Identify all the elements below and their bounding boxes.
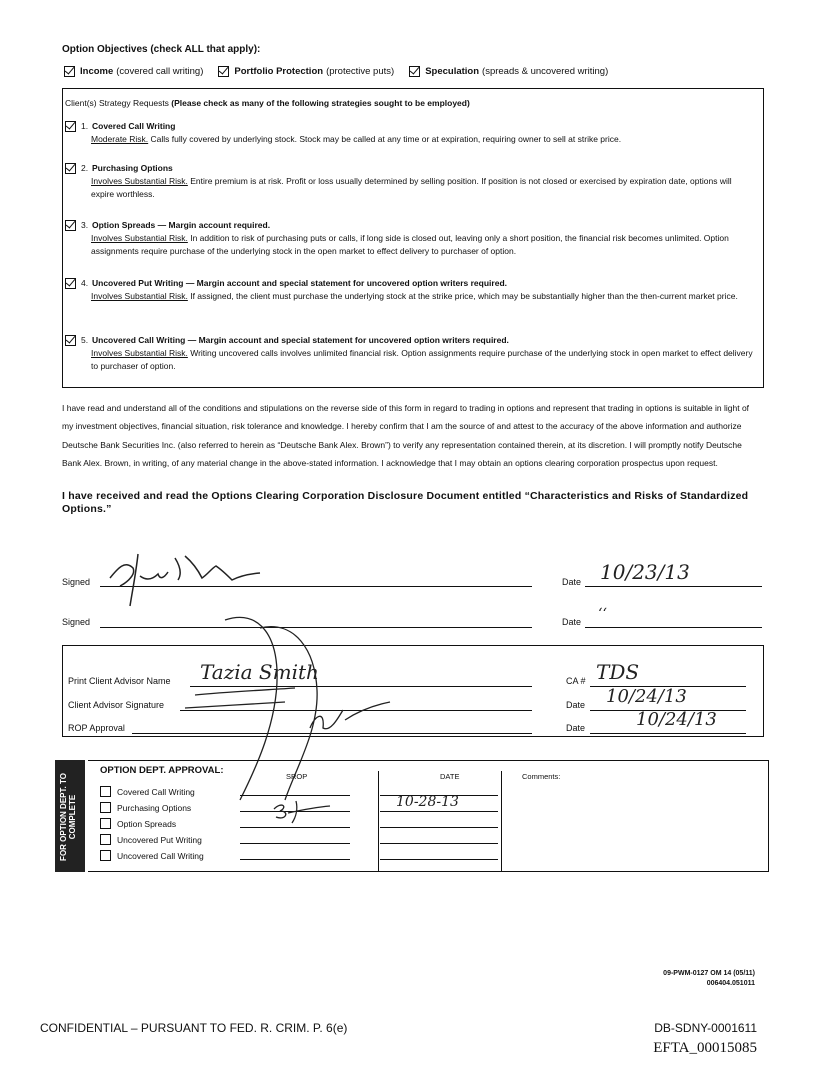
col-date: DATE xyxy=(440,772,460,781)
form-code-line-1: 09-PWM-0127 OM 14 (05/11) xyxy=(663,970,755,977)
objective-speculation-label: Speculation xyxy=(425,66,480,77)
approval-item-1[interactable] xyxy=(100,786,195,797)
approval-item-3-label: Option Spreads xyxy=(117,818,177,829)
strategy-4-desc xyxy=(91,290,755,303)
strategy-header-bold: (Please check as many of the following strategies sought to be employed) xyxy=(171,98,470,108)
strategy-2-title: Purchasing Options xyxy=(92,163,173,173)
strategy-header xyxy=(65,98,470,108)
confidential-notice: CONFIDENTIAL – PURSUANT TO FED. R. CRIM. P. 6(e) xyxy=(40,1021,348,1035)
srop-line-3[interactable] xyxy=(240,827,350,828)
advisor-signature-label: Client Advisor Signature xyxy=(68,700,165,710)
date-label-1: Date xyxy=(562,577,582,587)
advisor-date-value: 10/24/13 xyxy=(606,686,687,707)
objective-protection-label: Portfolio Protection xyxy=(234,66,324,77)
strategy-3-desc xyxy=(91,232,755,258)
objective-speculation[interactable] xyxy=(409,66,608,77)
strategy-4-risk: Involves Substantial Risk. xyxy=(91,291,188,301)
strategy-3-text: In addition to risk of purchasing puts or calls, if long side is closed out, leaving only a short position, the financial risk becomes unlimited. Option assignments require purchase of the underlying stock in the open market to effect delivery to purchaser of option. xyxy=(91,233,729,256)
ca-value: TDS xyxy=(596,660,640,684)
rop-date-line[interactable] xyxy=(590,733,746,734)
acknowledgement-text: I have read and understand all of the conditions and stipulations on the reverse side of this form in regard to trading in options and represent that trading in options is suitable in light of my investment objectives, financial situation, risk tolerance and knowledge. I hereby confirm that I am the source of and attest to the accuracy of the above information and authorize Deutsche Bank Securities Inc. (also referred to herein as “Deutsche Bank Alex. Brown”) to verify any representation contained therein, at its discretion. I will promptly notify Deutsche Bank Alex. Brown, in writing, of any material change in the above-stated information. I acknowledge that I may obtain an options clearing corporation prospectus upon request. xyxy=(62,403,750,468)
strategy-1-text: Calls fully covered by underlying stock. Stock may be called at any time or at expiration, requiring owner to sell at strike price. xyxy=(148,134,622,144)
strategy-box xyxy=(62,88,764,388)
objectives-row xyxy=(64,66,623,77)
strategy-1-risk: Moderate Risk. xyxy=(91,134,149,144)
approval-sidebar xyxy=(55,760,85,872)
occ-statement: I have received and read the Options Clearing Corporation Disclosure Document entitled “Characteristics and Risks of Standardized Options.” xyxy=(62,490,749,515)
strategy-4-num: 4. xyxy=(81,278,89,288)
approval-item-1-label: Covered Call Writing xyxy=(117,786,195,797)
rop-approval-label: ROP Approval xyxy=(68,723,125,733)
date-line-e[interactable] xyxy=(380,859,498,860)
date-line-b[interactable] xyxy=(380,811,498,812)
signed-label-2: Signed xyxy=(62,617,91,627)
objective-protection[interactable] xyxy=(218,66,394,77)
rop-date-label: Date xyxy=(566,723,586,733)
approval-item-5-label: Uncovered Call Writing xyxy=(117,850,204,861)
approval-item-5[interactable] xyxy=(100,850,204,861)
checkbox-strategy-2[interactable] xyxy=(65,163,76,174)
ca-label: CA # xyxy=(566,676,586,686)
date-line-c[interactable] xyxy=(380,827,498,828)
col-srop: SROP xyxy=(286,772,308,781)
checkbox-speculation[interactable] xyxy=(409,66,420,77)
approval-item-3[interactable] xyxy=(100,818,176,829)
objective-speculation-note: (spreads & uncovered writing) xyxy=(482,66,609,77)
date-label-2: Date xyxy=(562,617,582,627)
advisor-name-value: Tazia Smith xyxy=(200,660,319,684)
strategy-2-desc xyxy=(91,175,755,201)
form-code-line-2: 006404.051011 xyxy=(706,980,755,987)
rop-date-value: 10/24/13 xyxy=(636,709,717,730)
date-line-2[interactable] xyxy=(585,627,762,628)
client-signature xyxy=(100,548,300,608)
strategy-3-num: 3. xyxy=(81,220,89,230)
approval-item-2[interactable] xyxy=(100,802,191,813)
date-line-d[interactable] xyxy=(380,843,498,844)
checkbox-protection[interactable] xyxy=(218,66,229,77)
srop-initials xyxy=(266,797,336,825)
strategy-1 xyxy=(65,120,755,146)
srop-line-5[interactable] xyxy=(240,859,350,860)
checkbox-strategy-5[interactable] xyxy=(65,335,76,346)
strategy-4-title: Uncovered Put Writing — Margin account and special statement for uncovered option writers required. xyxy=(92,278,507,288)
strategy-4-text: If assigned, the client must purchase the underlying stock at the strike price, which may be substantially higher than the then-current market price. xyxy=(187,291,738,301)
objective-income[interactable] xyxy=(64,66,203,77)
srop-line-1[interactable] xyxy=(240,795,350,796)
bates-number: DB-SDNY-0001611 xyxy=(654,1021,757,1035)
checkbox-approval-2[interactable] xyxy=(100,802,111,813)
date-value-2: ‘‘ xyxy=(598,606,607,622)
efta-number: EFTA_00015085 xyxy=(653,1040,757,1056)
strategy-2 xyxy=(65,162,755,201)
checkbox-income[interactable] xyxy=(64,66,75,77)
strategy-5-title: Uncovered Call Writing — Margin account and special statement for uncovered option writers required. xyxy=(92,335,509,345)
checkbox-strategy-3[interactable] xyxy=(65,220,76,231)
strategy-5-desc xyxy=(91,347,755,373)
strategy-1-desc xyxy=(91,133,755,146)
strategy-5-num: 5. xyxy=(81,335,89,345)
checkbox-approval-5[interactable] xyxy=(100,850,111,861)
advisor-date-label: Date xyxy=(566,700,586,710)
strategy-3-title: Option Spreads — Margin account required. xyxy=(92,220,271,230)
objectives-title: Option Objectives (check ALL that apply): xyxy=(62,44,261,55)
approval-title: OPTION DEPT. APPROVAL: xyxy=(100,765,224,776)
checkbox-strategy-1[interactable] xyxy=(65,121,76,132)
approval-date-value: 10-28-13 xyxy=(396,794,459,810)
srop-line-4[interactable] xyxy=(240,843,350,844)
objective-protection-note: (protective puts) xyxy=(326,66,395,77)
checkbox-approval-3[interactable] xyxy=(100,818,111,829)
objective-income-note: (covered call writing) xyxy=(116,66,204,77)
approval-sidebar-label: FOR OPTION DEPT. TO COMPLETE xyxy=(59,773,77,861)
strategy-3 xyxy=(65,219,755,258)
signed-label-1: Signed xyxy=(62,577,91,587)
form-code xyxy=(663,969,755,989)
date-line-1[interactable] xyxy=(585,586,762,587)
checkbox-approval-1[interactable] xyxy=(100,786,111,797)
strategy-5-risk: Involves Substantial Risk. xyxy=(91,348,188,358)
date-value-1: 10/23/13 xyxy=(600,560,690,584)
advisor-name-label: Print Client Advisor Name xyxy=(68,676,171,686)
strategy-3-risk: Involves Substantial Risk. xyxy=(91,233,188,243)
strategy-1-title: Covered Call Writing xyxy=(92,121,176,131)
strategy-4 xyxy=(65,277,755,303)
approval-item-4-label: Uncovered Put Writing xyxy=(117,834,202,845)
objective-income-label: Income xyxy=(80,66,114,77)
checkbox-strategy-4[interactable] xyxy=(65,278,76,289)
strategy-2-num: 2. xyxy=(81,163,89,173)
strategy-5-text: Writing uncovered calls involves unlimited financial risk. Option assignments require purchase of the underlying stock in open market to effect delivery to purchaser of option. xyxy=(91,348,753,371)
strategy-2-risk: Involves Substantial Risk. xyxy=(91,176,188,186)
approval-item-4[interactable] xyxy=(100,834,202,845)
approval-box xyxy=(88,760,769,872)
strategy-1-num: 1. xyxy=(81,121,89,131)
date-column xyxy=(378,771,502,871)
strategy-header-plain: Client(s) Strategy Requests xyxy=(65,98,172,108)
col-comments: Comments: xyxy=(522,772,561,781)
strategy-2-text: Entire premium is at risk. Profit or loss usually determined by selling position. If position is not closed or exercised by expiration date, options will expire worthless. xyxy=(91,176,732,199)
strategy-5 xyxy=(65,334,755,373)
checkbox-approval-4[interactable] xyxy=(100,834,111,845)
approval-item-2-label: Purchasing Options xyxy=(117,802,192,813)
